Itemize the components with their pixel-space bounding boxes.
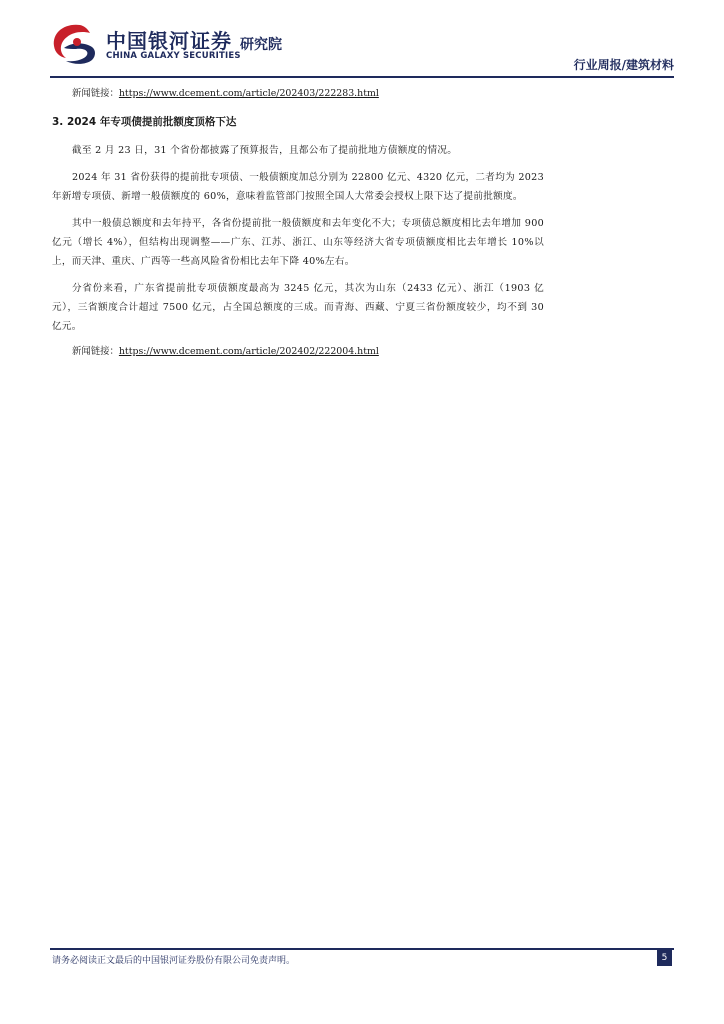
news-link-url[interactable]: https://www.dcement.com/article/202402/222004.html — [118, 346, 379, 357]
news-link-2 — [52, 344, 544, 360]
paragraph-4: 分省份来看，广东省提前批专项债额度最高为 3245 亿元，其次为山东（2433 亿元）、浙江（1903 亿元），三省额度合计超过 7500 亿元，占全国总额度的三成。而青海、西藏、宁夏三省份额度较少，均不到 30 亿元。 — [52, 283, 544, 332]
brand-name-chinese: 中国银河证券 — [106, 29, 232, 53]
galaxy-logo-icon — [50, 22, 102, 66]
brand-institute-label: 研究院 — [240, 37, 282, 53]
disclaimer-text: 请务必阅读正文最后的中国银河证券股份有限公司免责声明。 — [52, 956, 296, 966]
report-category: 行业周报/建筑材料 — [573, 58, 674, 72]
paragraph-1: 截至 2 月 23 日，31 个省份都披露了预算报告，且都公布了提前批地方债额度的情况。 — [72, 145, 458, 156]
paragraph-2: 2024 年 31 省份获得的提前批专项债、一般债额度加总分别为 22800 亿元、4320 亿元，二者均为 2023 年新增专项债、新增一般债额度的 60%，意味着监管部门按照全国人大常委会授权上限下达了提前批额度。 — [52, 172, 544, 202]
page-body — [52, 86, 544, 372]
section-title: 3. 2024 年专项债提前批额度顶格下达 — [52, 116, 237, 128]
header-divider — [50, 76, 674, 78]
brand-name-english: CHINA GALAXY SECURITIES — [106, 51, 241, 61]
news-link-1 — [52, 86, 544, 102]
page-header — [50, 22, 674, 78]
page-number: 5 — [657, 950, 672, 966]
news-link-label: 新闻链接： — [72, 88, 119, 99]
news-link-url[interactable]: https://www.dcement.com/article/202403/222283.html — [118, 88, 379, 99]
paragraph-3: 其中一般债总额度和去年持平，各省份提前批一般债额度和去年变化不大；专项债总额度相比去年增加 900 亿元（增长 4%），但结构出现调整——广东、江苏、浙江、山东等经济大省专项债额度相比去年增长 10%以上，而天津、重庆、广西等一些高风险省份相比去年下降 40%左右。 — [52, 218, 544, 267]
news-link-label: 新闻链接： — [72, 346, 119, 357]
footer-divider — [50, 948, 674, 950]
